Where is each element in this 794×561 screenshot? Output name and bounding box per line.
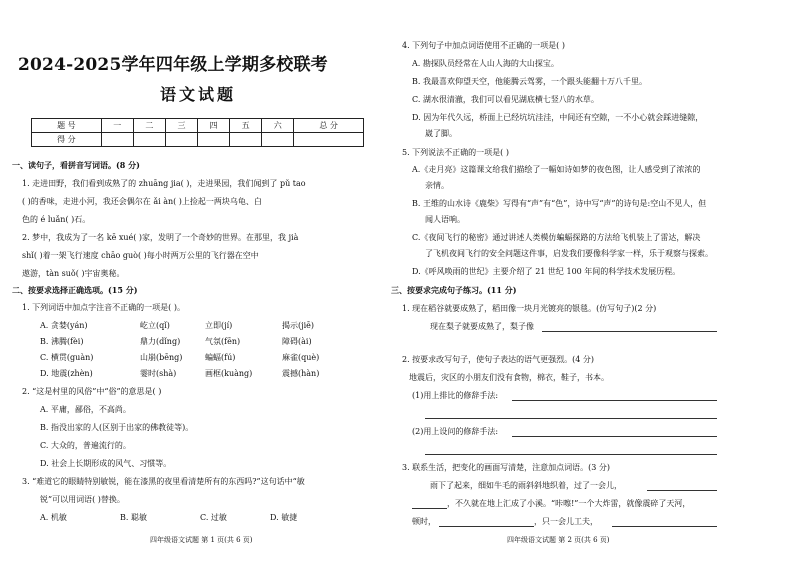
option-item: 画框(kuàng) [205, 369, 253, 378]
score-cell[interactable] [101, 133, 133, 147]
score-header-cell: 总 分 [294, 119, 364, 133]
score-table-header-row [32, 119, 364, 133]
q3-2-part-2-line-2[interactable] [425, 454, 717, 455]
option-item: B. 王维的山水诗《鹿柴》写得有“声”有“色”，诗中写“声”的诗句是:空山不见人，但 [412, 199, 707, 208]
q2-line-1: 2. 梦中，我成为了一名 kē xué( )家，发明了一个奇妙的世界。在那里，我 jià [22, 233, 299, 242]
score-header-cell: 题 号 [32, 119, 102, 133]
option-item: D. 因为年代久远，桥面上已经坑坑洼洼，中间还有空隙，一不小心就会踩进缝隙， [412, 113, 704, 122]
section-2-heading: 二、按要求选择正确选项。(15 分) [12, 285, 138, 295]
option-item: B. 我最喜欢仰望天空，他能腾云驾雾，一个跟头能翻十万八千里。 [412, 77, 647, 86]
q1-line-3: 色的 é luǎn( )石。 [22, 215, 91, 224]
section-1-heading: 一、读句子，看拼音写词语。(8 分) [12, 160, 140, 170]
option-item-cont: 崴了脚。 [425, 129, 457, 138]
score-header-cell: 二 [133, 119, 165, 133]
option-item: 震撼(hàn) [282, 369, 320, 378]
score-row-label: 得 分 [32, 133, 102, 147]
page-footer-1: 四年级语文试题 第 1 页(共 6 页) [150, 536, 253, 544]
score-cell[interactable] [262, 133, 294, 147]
q2-line-2: shǐ( )着一架飞行速度 chāo guò( )每小时两万公里的飞行器在空中 [22, 251, 259, 260]
q3-1-answer-prefix: 现在梨子就要成熟了，梨子像 [430, 322, 534, 331]
q2-5-stem: 5. 下列说法不正确的一项是( ) [402, 148, 509, 157]
option-item: C. 过敏 [200, 513, 227, 522]
q3-2-part-1-label: (1)用上排比的修辞手法: [412, 391, 499, 400]
q2-4-stem: 4. 下列句子中加点词语使用不正确的一项是( ) [402, 41, 565, 50]
q1-line-2: ( )的香味，走进小河，我还会偶尔在 ǎi àn( )上捡起一两块乌龟、白 [22, 197, 262, 206]
option-item-cont: 了飞机夜间飞行的安全问题这件事，启发我们要像科学家一样，乐于观察与探索。 [425, 249, 713, 258]
option-item: A. 平庸，鄙俗，不高尚。 [40, 405, 131, 414]
option-item: B. 沸腾(fèi) [40, 337, 84, 346]
option-item: 蝙蝠(fú) [205, 353, 236, 362]
q3-2-stem: 2. 按要求改写句子，使句子表达的语气更强烈。(4 分) [402, 355, 595, 364]
option-item: C. 横贯(guàn) [40, 353, 94, 362]
q3-2-part-2-label: (2)用上设问的修辞手法: [412, 427, 499, 436]
score-table-score-row [32, 133, 364, 147]
option-item-cont: 闻人语响。 [425, 215, 465, 224]
option-item: A. 机敏 [40, 513, 67, 522]
q3-3-line-3-mid: ，只一会儿工夫， [534, 517, 598, 526]
option-item: C. 大众的，普遍流行的。 [40, 441, 131, 450]
q3-3-line-2: ，不久就在地上汇成了小溪。“咔嚓!”一个大炸雷，就像震碎了天河， [447, 499, 691, 508]
q3-2-part-2-line[interactable] [512, 436, 717, 437]
score-header-cell: 一 [101, 119, 133, 133]
q3-3-blank-3[interactable] [439, 526, 534, 527]
score-cell[interactable] [165, 133, 197, 147]
score-header-cell: 三 [165, 119, 197, 133]
option-item: 立即(jí) [205, 321, 233, 330]
score-table [31, 118, 364, 147]
q3-2-part-1-line[interactable] [512, 400, 717, 401]
section-3-heading: 三、按要求完成句子练习。(11 分) [391, 285, 517, 295]
exam-title: 2024-2025学年四年级上学期多校联考 [18, 55, 328, 75]
page-footer-2: 四年级语文试题 第 2 页(共 6 页) [507, 536, 610, 544]
option-item: D. 社会上长期形成的风气、习惯等。 [40, 459, 172, 468]
score-cell[interactable] [133, 133, 165, 147]
q2-line-3: 遨游，tàn suǒ( )宇宙奥秘。 [22, 269, 125, 278]
q3-3-blank-1[interactable] [647, 490, 717, 491]
option-item: 山崩(bēng) [140, 353, 183, 362]
score-header-cell: 六 [262, 119, 294, 133]
option-item: 气氛(fēn) [205, 337, 241, 346]
option-item: 霎时(shà) [140, 369, 177, 378]
option-item: 屹立(qǐ) [140, 321, 170, 330]
right-page [391, 0, 794, 561]
q1-line-1: 1. 走进田野，我们看到成熟了的 zhuāng jia( )，走进果园，我们闻到了 pǔ tao [22, 179, 306, 188]
option-item: A. 贪婪(yán) [40, 321, 88, 330]
score-header-cell: 四 [197, 119, 229, 133]
option-item: D.《呼风唤雨的世纪》主要介绍了 21 世纪 100 年间的科学技术发展历程。 [412, 267, 681, 276]
q3-2-part-1-line-2[interactable] [425, 418, 717, 419]
q3-2-sentence: 地震后，灾区的小朋友们没有食物，棉衣，鞋子，书本。 [409, 373, 609, 382]
q3-3-blank-4[interactable] [612, 526, 717, 527]
q3-1-answer-line[interactable] [542, 331, 717, 332]
q2-1-stem: 1. 下列词语中加点字注音不正确的一项是( )。 [22, 303, 185, 312]
option-item: C.《夜间飞行的秘密》通过讲述人类模仿蝙蝠探路的方法给飞机装上了雷达，解决 [412, 233, 701, 242]
option-item: C. 湖水很清澈，我们可以看见湖底横七竖八的水草。 [412, 95, 599, 104]
score-cell[interactable] [197, 133, 229, 147]
option-item: A.《走月亮》这篇课文给我们描绘了一幅如诗如梦的夜色图，让人感受到了浓浓的 [412, 165, 701, 174]
q3-3-line-3-start: 顿时， [412, 517, 436, 526]
q2-3-line-1: 3. “难道它的眼睛特别敏锐，能在漆黑的夜里看清楚所有的东西吗?”这句话中“敏 [22, 477, 305, 486]
q3-3-stem: 3. 联系生活，把变化的画面写清楚，注意加点词语。(3 分) [402, 463, 611, 472]
q2-3-line-2: 锐”可以用词语( )替换。 [40, 495, 125, 504]
option-item-cont: 亲情。 [425, 181, 449, 190]
score-cell[interactable] [230, 133, 262, 147]
option-item: B. 指没出家的人(区别于出家的佛教徒等)。 [40, 423, 194, 432]
option-item: A. 勘探队员经常在人山人海的大山探宝。 [412, 59, 559, 68]
option-item: 麻雀(què) [282, 353, 320, 362]
option-item: D. 敏捷 [270, 513, 298, 522]
option-item: D. 地震(zhèn) [40, 369, 93, 378]
option-item: 揭示(jiē) [282, 321, 315, 330]
option-item: 障碍(ài) [282, 337, 312, 346]
option-item: 鼎力(dǐng) [140, 337, 181, 346]
q3-3-blank-2[interactable] [412, 508, 447, 509]
score-header-cell: 五 [230, 119, 262, 133]
q2-2-stem: 2. “这是村里的风俗”中“俗”的意思是( ) [22, 387, 162, 396]
option-item: B. 聪敏 [120, 513, 147, 522]
score-cell[interactable] [294, 133, 364, 147]
exam-subtitle: 语文试题 [160, 85, 237, 104]
q3-3-line-1: 雨下了起来，细如牛毛的雨斜斜地织着，过了一会儿， [430, 481, 622, 490]
q3-1-stem: 1. 现在稻谷就要成熟了，稻田像一块月光镀亮的银毯。(仿写句子)(2 分) [402, 304, 657, 313]
